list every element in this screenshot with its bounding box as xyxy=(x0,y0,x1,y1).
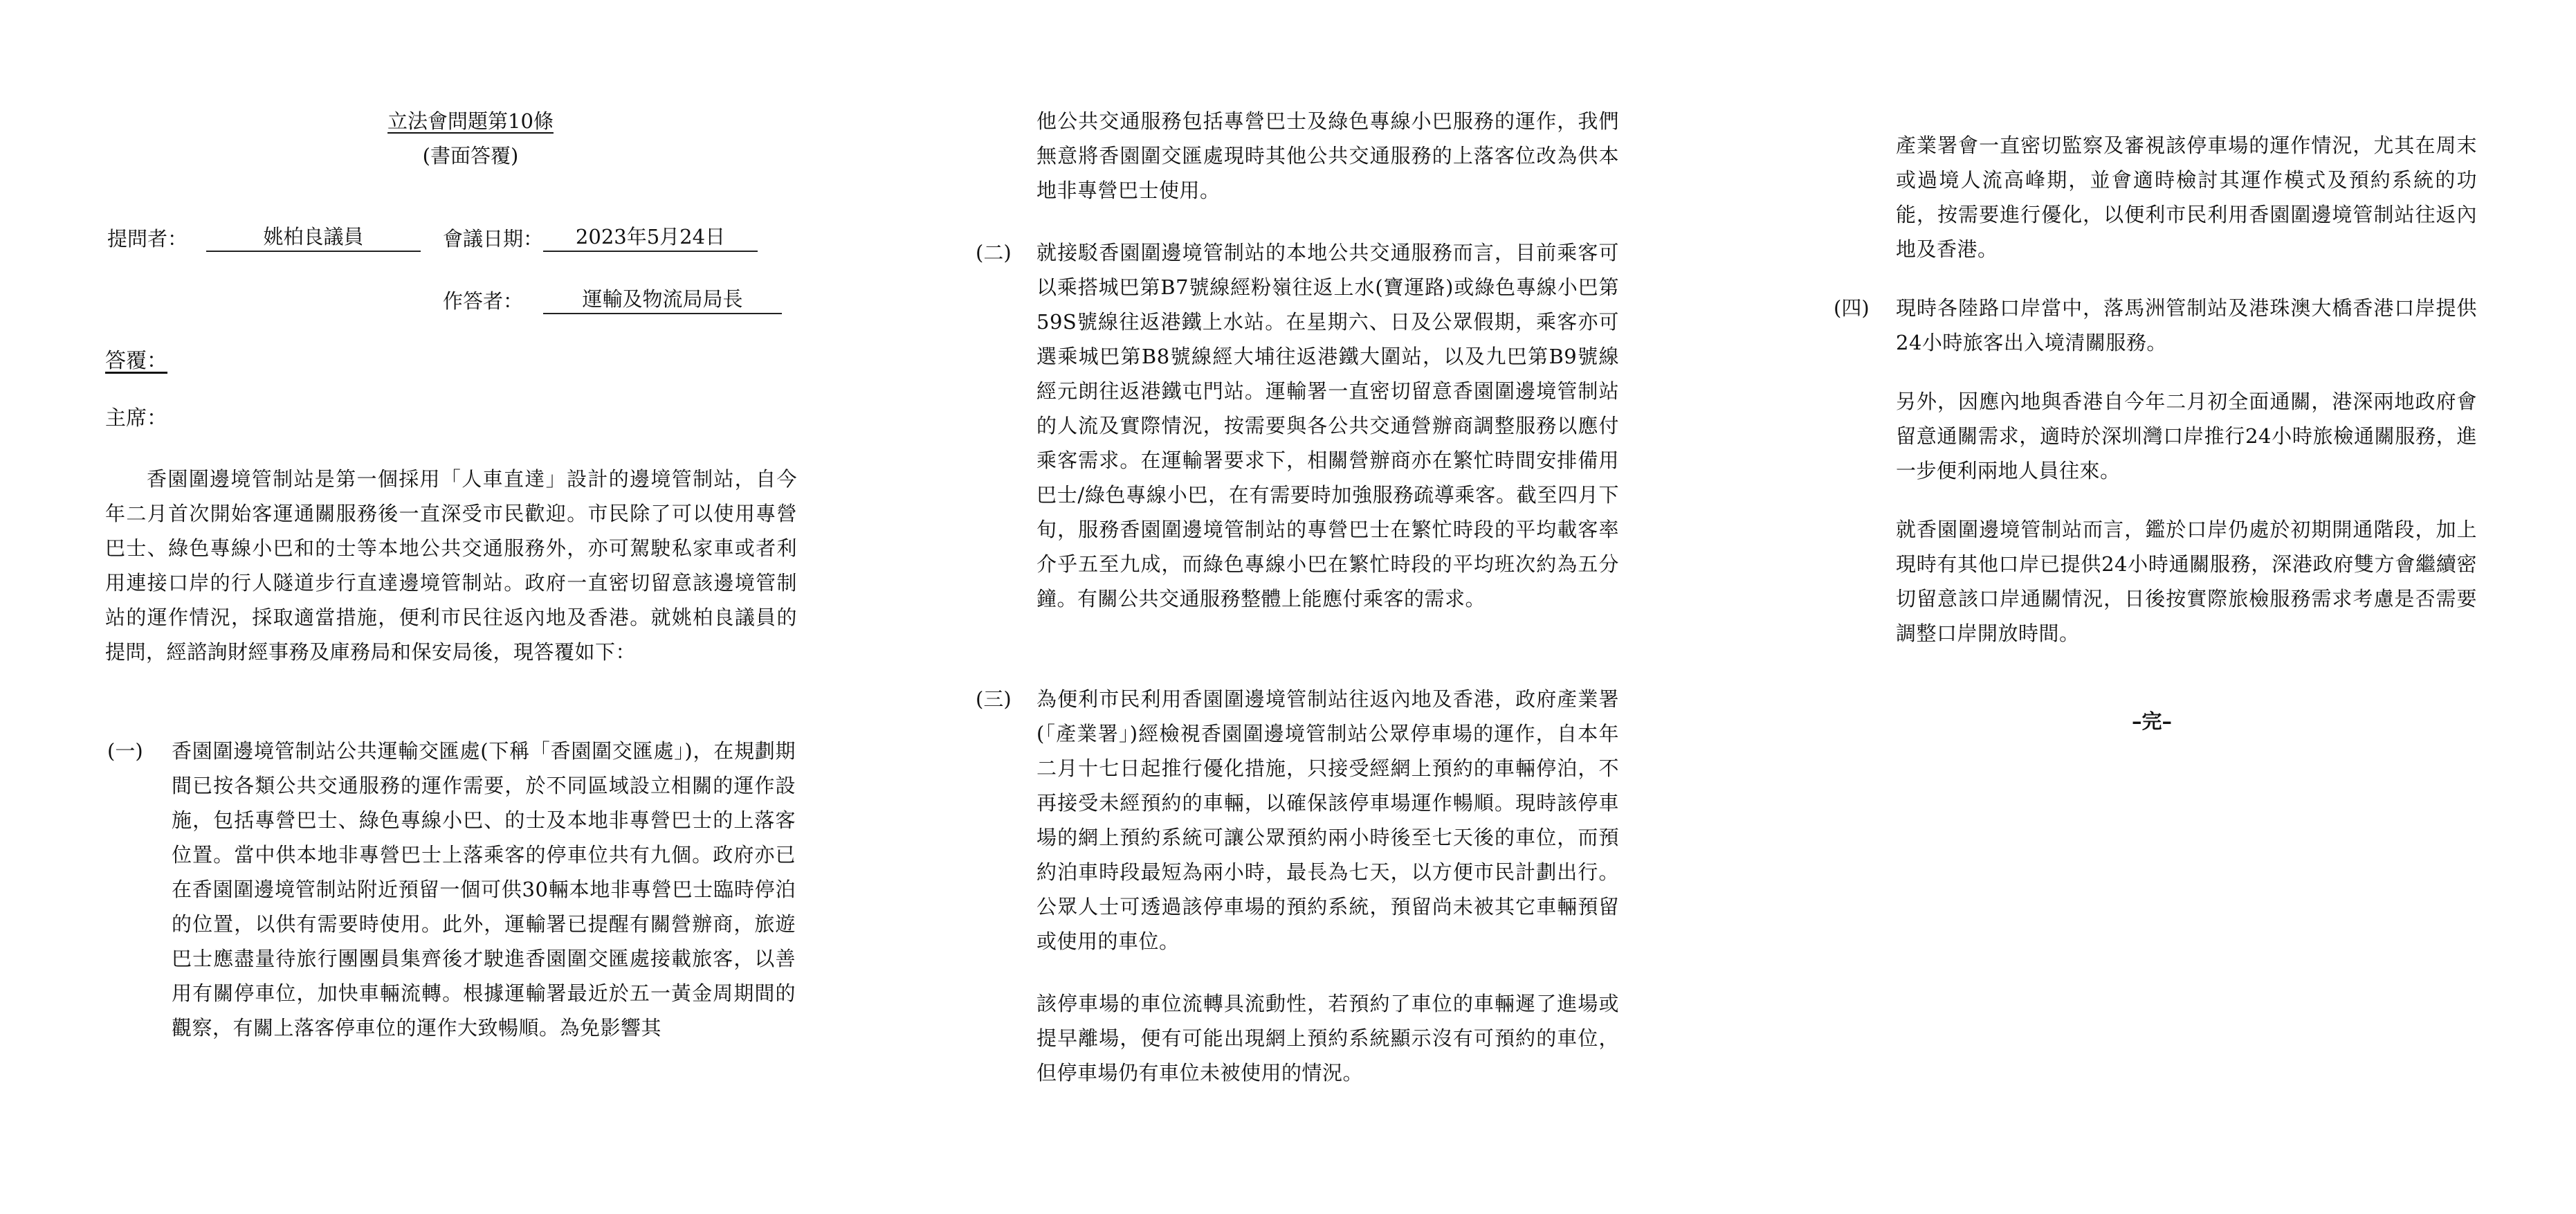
document-page-2 xyxy=(965,0,1726,1214)
chair-heading: 主席： xyxy=(105,406,167,431)
reply-heading: 答覆： xyxy=(105,349,167,373)
document-page-3 xyxy=(1827,0,2576,1214)
intro-paragraph: 香園圍邊境管制站是第一個採用「人車直達」設計的邊境管制站，自今年二月首次開始客運通關服務後一直深受市民歡迎。市民除了可以使用專營巴士、綠色專線小巴和的士等本地公共交通服務外，亦可駕駛私家車或者利用連接口岸的行人隧道步行直達邊境管制站。政府一直密切留意該邊境管制站的運作情況，採取適當措施，便利市民往返內地及香港。就姚柏良議員的提問，經諮詢財經事務及庫務局和保安局後，現答覆如下： xyxy=(105,467,797,664)
item-1-text-part2: 他公共交通服務包括專營巴士及綠色專線小巴服務的運作，我們無意將香園圍交匯處現時其他公共交通服務的上落客位改為供本地非專營巴士使用。 xyxy=(1036,109,1619,202)
asker-label: 提問者： xyxy=(107,227,188,251)
item-4-number: (四) xyxy=(1834,296,1870,320)
replier-name: 運輸及物流局局長 xyxy=(543,285,782,314)
end-mark: –完– xyxy=(2131,709,2172,733)
item-4-text-2: 另外，因應內地與香港自今年二月初全面通關，港深兩地政府會留意通關需求，適時於深圳灣口岸推行24小時旅檢通關服務，進一步便利兩地人員往來。 xyxy=(1896,390,2477,482)
date-value: 2023年5月24日 xyxy=(543,223,758,252)
item-2-number: (二) xyxy=(976,241,1012,264)
question-title-text: 立法會問題第10條 xyxy=(387,109,554,133)
document-page-1 xyxy=(90,0,851,1214)
item-3-number: (三) xyxy=(976,687,1012,711)
item-1-number: (一) xyxy=(107,739,143,763)
item-4-text: 現時各陸路口岸當中，落馬洲管制站及港珠澳大橋香港口岸提供24小時旅客出入境清關服務。 xyxy=(1896,296,2477,354)
question-subtitle: (書面答覆) xyxy=(422,144,519,167)
item-4-text-3: 就香園圍邊境管制站而言，鑑於口岸仍處於初期開通階段，加上現時有其他口岸已提供24小時通關服務，深港政府雙方會繼續密切留意該口岸通關情況，日後按實際旅檢服務需求考慮是否需要調整口岸開放時間。 xyxy=(1896,518,2477,645)
item-1-text-part1: 香園圍邊境管制站公共運輸交匯處(下稱「香園圍交匯處」)，在規劃期間已按各類公共交通服務的運作需要，於不同區域設立相關的運作設施，包括專營巴士、綠色專線小巴、的士及本地非專營巴士的上落客位置。當中供本地非專營巴士上落乘客的停車位共有九個。政府亦已在香園圍邊境管制站附近預留一個可供30輛本地非專營巴士臨時停泊的位置，以供有需要時使用。此外，運輸署已提醒有關營辦商，旅遊巴士應盡量待旅行團團員集齊後才駛進香園圍交匯處接載旅客，以善用有關停車位，加快車輛流轉。根據運輸署最近於五一黃金周期間的觀察，有關上落客停車位的運作大致暢順。為免影響其 xyxy=(172,739,796,1040)
question-title xyxy=(90,107,851,135)
replier-label: 作答者： xyxy=(443,289,524,313)
item-3-text-3: 產業署會一直密切監察及審視該停車場的運作情況，尤其在周末或過境人流高峰期，並會適時檢討其運作模式及預約系統的功能，按需要進行優化，以便利市民利用香園圍邊境管制站往返內地及香港。 xyxy=(1896,134,2477,261)
item-3-text-2: 該停車場的車位流轉具流動性，若預約了車位的車輛遲了進場或提早離場，便有可能出現網上預約系統顯示沒有可預約的車位，但停車場仍有車位未被使用的情況。 xyxy=(1036,992,1619,1085)
asker-name: 姚柏良議員 xyxy=(206,223,421,252)
date-label: 會議日期： xyxy=(443,227,544,251)
item-2-text: 就接駁香園圍邊境管制站的本地公共交通服務而言，目前乘客可以乘搭城巴第B7號線經粉嶺往返上水(寶運路)或綠色專線小巴第59S號線往返港鐵上水站。在星期六、日及公眾假期，乘客亦可選乘城巴第B8號線經大埔往返港鐵大圍站，以及九巴第B9號線經元朗往返港鐵屯門站。運輸署一直密切留意香園圍邊境管制站的人流及實際情況，按需要與各公共交通營辦商調整服務以應付乘客需求。在運輸署要求下，相關營辦商亦在繁忙時間安排備用巴士/綠色專線小巴，在有需要時加強服務疏導乘客。截至四月下旬，服務香園圍邊境管制站的專營巴士在繁忙時段的平均載客率介乎五至九成，而綠色專線小巴在繁忙時段的平均班次約為五分鐘。有關公共交通服務整體上能應付乘客的需求。 xyxy=(1036,241,1619,610)
item-3-text: 為便利市民利用香園圍邊境管制站往返內地及香港，政府產業署(「產業署」)經檢視香園圍邊境管制站公眾停車場的運作，自本年二月十七日起推行優化措施，只接受經網上預約的車輛停泊，不再接受未經預約的車輛，以確保該停車場運作暢順。現時該停車場的網上預約系統可讓公眾預約兩小時後至七天後的車位，而預約泊車時段最短為兩小時，最長為七天，以方便市民計劃出行。公眾人士可透過該停車場的預約系統，預留尚未被其它車輛預留或使用的車位。 xyxy=(1036,687,1619,953)
